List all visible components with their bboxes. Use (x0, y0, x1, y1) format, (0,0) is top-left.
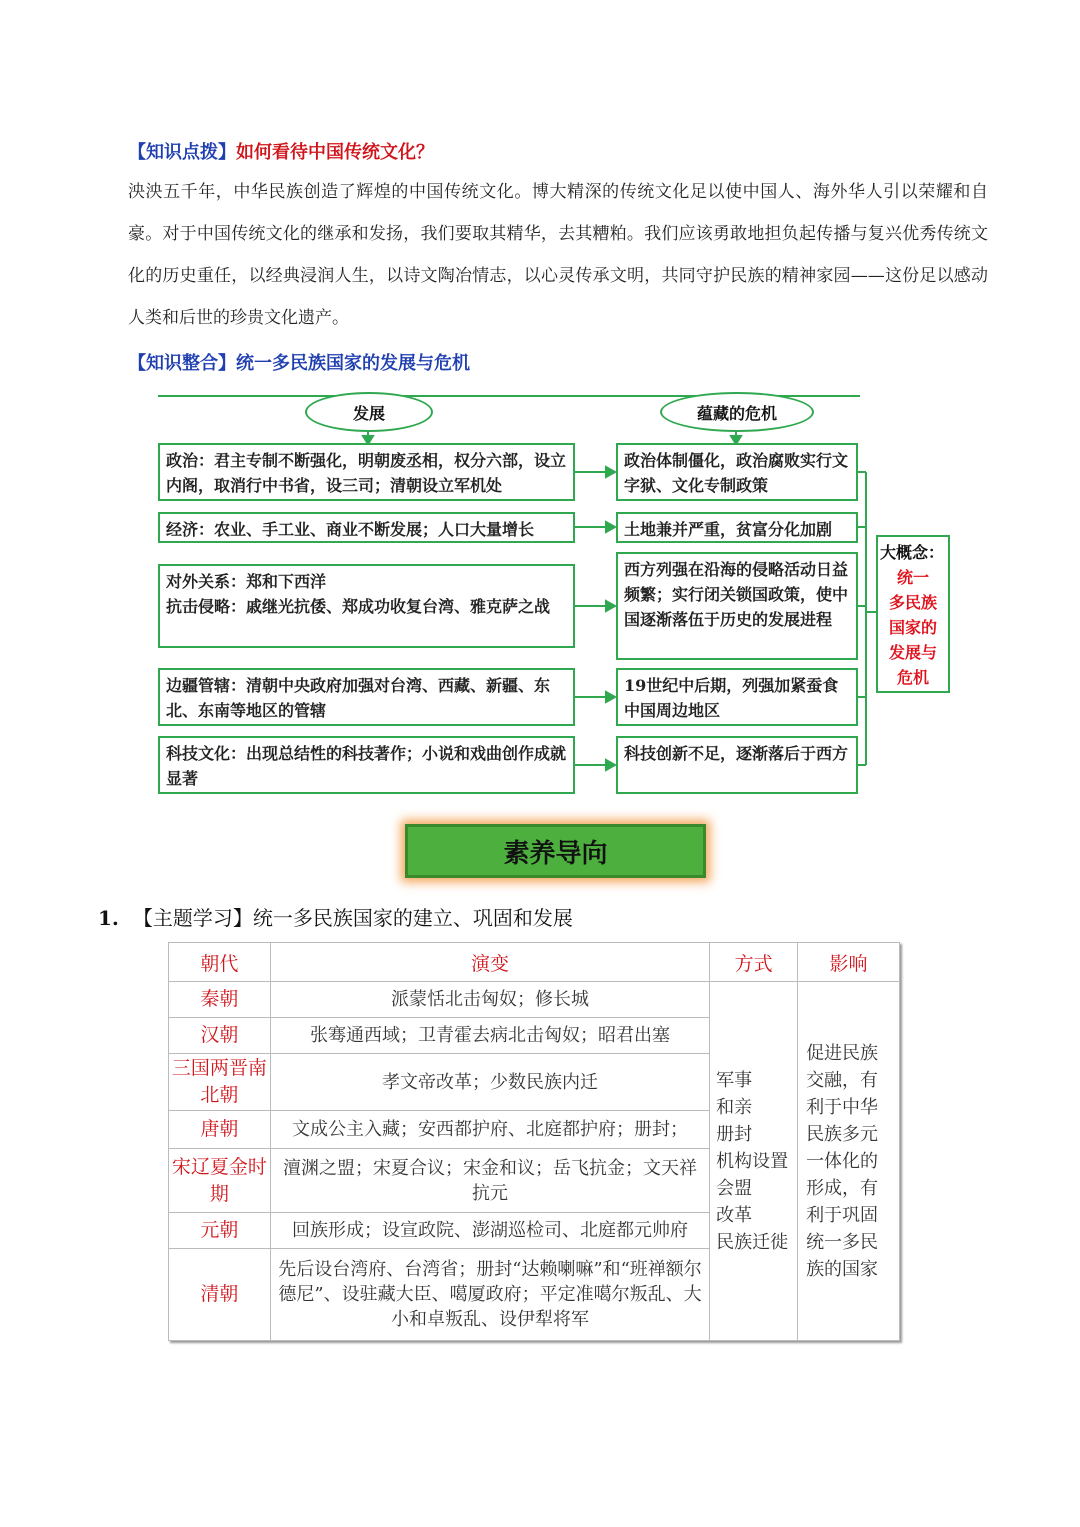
development-box-economy (158, 512, 575, 543)
development-box-politics (158, 443, 575, 501)
box-key: 抗击侵略： (166, 597, 247, 616)
literacy-orientation-banner: 素养导向 (405, 824, 706, 878)
knowledge-integration-tag: 【知识整合】 (128, 353, 236, 374)
method-item: 民族迁徙 (716, 1231, 789, 1253)
method-cell (710, 982, 798, 1341)
question-title-text: 【主题学习】统一多民族国家的建立、巩固和发展 (132, 906, 573, 930)
box-text: 戚继光抗倭、郑成功收复台湾、雅克萨之战 (246, 597, 551, 616)
crisis-box-frontier: 19世纪中后期，列强加紧蚕食中国周边地区 (616, 668, 858, 726)
knowledge-point-tag: 【知识点拨】 (128, 142, 236, 163)
big-concept-line: 国家的 (888, 618, 937, 637)
question-title (98, 902, 573, 931)
box-key: 对外关系： (166, 572, 247, 591)
dynasty-cell: 唐朝 (169, 1111, 271, 1149)
header-dynasty: 朝代 (169, 943, 271, 982)
method-item: 机构设置 (716, 1150, 789, 1172)
method-item: 册封 (716, 1123, 753, 1145)
method-item: 改革 (716, 1204, 753, 1226)
evolution-cell: 文成公主入藏；安西都护府、北庭都护府；册封； (270, 1111, 709, 1149)
box-text: 君主专制不断强化，明朝废丞相，权分六部，设立内阁，取消行中书省，设三司；清朝设立军机处 (166, 451, 567, 495)
big-concept-label: 大概念： (880, 543, 945, 562)
box-text: 郑和下西洋 (246, 572, 327, 591)
dynasty-cell: 汉朝 (169, 1018, 271, 1054)
header-evolution: 演变 (270, 943, 709, 982)
impact-cell: 促进民族交融，有利于中华民族多元一体化的形成，有利于巩固统一多民族的国家 (798, 982, 900, 1341)
big-concept-box (876, 535, 950, 693)
table-header-row (169, 943, 900, 982)
crisis-box-foreign: 西方列强在沿海的侵略活动日益频繁；实行闭关锁国政策，使中国逐渐落伍于历史的发展进程 (616, 552, 858, 660)
dynasty-cell: 清朝 (169, 1249, 271, 1341)
knowledge-point-paragraph: 泱泱五千年，中华民族创造了辉煌的中国传统文化。博大精深的传统文化足以使中国人、海外华人引以荣耀和自豪。对于中国传统文化的继承和发扬，我们要取其精华，去其糟粕。我们应该勇敢地担负起传播与复兴优秀传统文化的历史重任，以经典浸润人生，以诗文陶冶情志，以心灵传承文明，共同守护民族的精神家园——这份足以感动人类和后世的珍贵文化遗产。 (128, 182, 988, 328)
box-key: 政治： (166, 451, 215, 470)
dynasty-cell: 元朝 (169, 1213, 271, 1249)
table-row (169, 982, 900, 1018)
header-method: 方式 (710, 943, 798, 982)
method-item: 和亲 (716, 1096, 753, 1118)
box-key: 边疆管辖： (166, 676, 247, 695)
development-oval: 发展 (305, 392, 433, 432)
box-text: 农业、手工业、商业不断发展；人口大量增长 (214, 520, 535, 539)
box-text: 出现总结性的科技著作；小说和戏曲创作成就显著 (166, 744, 567, 788)
evolution-cell: 张骞通西域；卫青霍去病北击匈奴；昭君出塞 (270, 1018, 709, 1054)
crisis-box-politics: 政治体制僵化，政治腐败实行文字狱、文化专制政策 (616, 443, 858, 501)
big-concept-line: 统一 (896, 568, 929, 587)
knowledge-integration-title: 统一多民族国家的发展与危机 (236, 353, 470, 374)
evolution-cell: 派蒙恬北击匈奴；修长城 (270, 982, 709, 1018)
evolution-cell: 先后设台湾府、台湾省；册封“达赖喇嘛”和“班禅额尔德尼”、设驻藏大臣、噶厦政府；平定准噶尔叛乱、大小和卓叛乱、设伊犁将军 (270, 1249, 709, 1341)
question-number: 1. (98, 906, 119, 930)
crisis-box-economy: 土地兼并严重，贫富分化加剧 (616, 512, 858, 543)
header-impact: 影响 (798, 943, 900, 982)
evolution-cell: 孝文帝改革；少数民族内迁 (270, 1054, 709, 1111)
evolution-cell: 回族形成；设宣政院、澎湖巡检司、北庭都元帅府 (270, 1213, 709, 1249)
evolution-cell: 澶渊之盟；宋夏合议；宋金和议；岳飞抗金；文天祥抗元 (270, 1149, 709, 1213)
method-item: 军事 (716, 1069, 753, 1091)
dynasty-cell: 宋辽夏金时期 (169, 1149, 271, 1213)
box-key: 经济： (166, 520, 215, 539)
big-concept-line: 危机 (896, 668, 929, 687)
development-box-foreign-relations (158, 564, 575, 648)
big-concept-line: 多民族 (888, 593, 937, 612)
dynasty-cell: 秦朝 (169, 982, 271, 1018)
box-text: 清朝中央政府加强对台湾、西藏、新疆、东北、东南等地区的管辖 (166, 676, 551, 720)
crisis-box-science: 科技创新不足，逐渐落后于西方 (616, 736, 858, 794)
dynasty-table (168, 942, 900, 1341)
method-item: 会盟 (716, 1177, 753, 1199)
development-box-frontier (158, 668, 575, 726)
development-box-science-culture (158, 736, 575, 794)
box-key: 科技文化： (166, 744, 247, 763)
dynasty-cell: 三国两晋南北朝 (169, 1054, 271, 1111)
knowledge-point-title: 如何看待中国传统文化？ (236, 142, 434, 163)
big-concept-line: 发展与 (888, 643, 937, 662)
crisis-oval: 蕴藏的危机 (660, 392, 814, 432)
